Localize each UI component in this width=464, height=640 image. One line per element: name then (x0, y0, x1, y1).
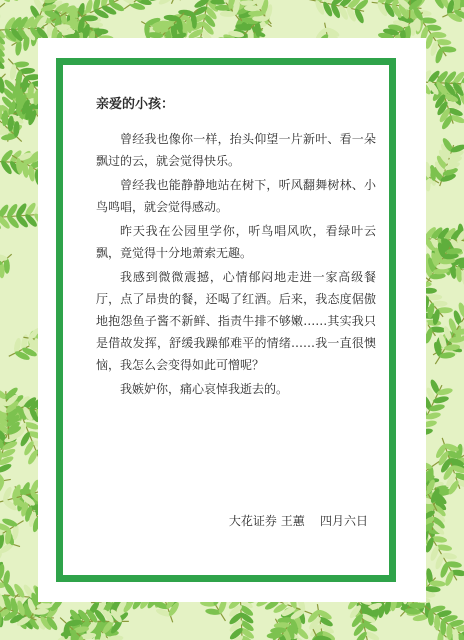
letter-paragraph-2: 曾经我也能静静地站在树下，听风翻舞树林、小鸟鸣唱，就会觉得感动。 (96, 178, 376, 214)
letter-body (96, 96, 376, 402)
letter-paragraph-1: 曾经我也像你一样，抬头仰望一片新叶、看一朵飘过的云，就会觉得快乐。 (96, 132, 376, 168)
letter-paragraph-5: 我嫉妒你，痛心哀悼我逝去的。 (120, 382, 289, 396)
letter-paragraph-4: 我感到微微震撼，心情郁闷地走进一家高级餐厅，点了昂贵的餐，还喝了红酒。后来，我态度倨傲地抱怨鱼子酱不新鲜、指责牛排不够嫩……其实我只是借故发挥，舒缓我躁郁难平的情绪……我一直很懊恼，我怎么会变得如此可憎呢？ (96, 270, 376, 372)
letter-signature: 大花证券 王蕙 四月六日 (228, 514, 368, 528)
letter-salutation: 亲爱的小孩： (96, 97, 175, 112)
letter-paragraph-3: 昨天我在公园里学你，听鸟唱风吹，看绿叶云飘，竟觉得十分地萧索无趣。 (96, 224, 376, 260)
